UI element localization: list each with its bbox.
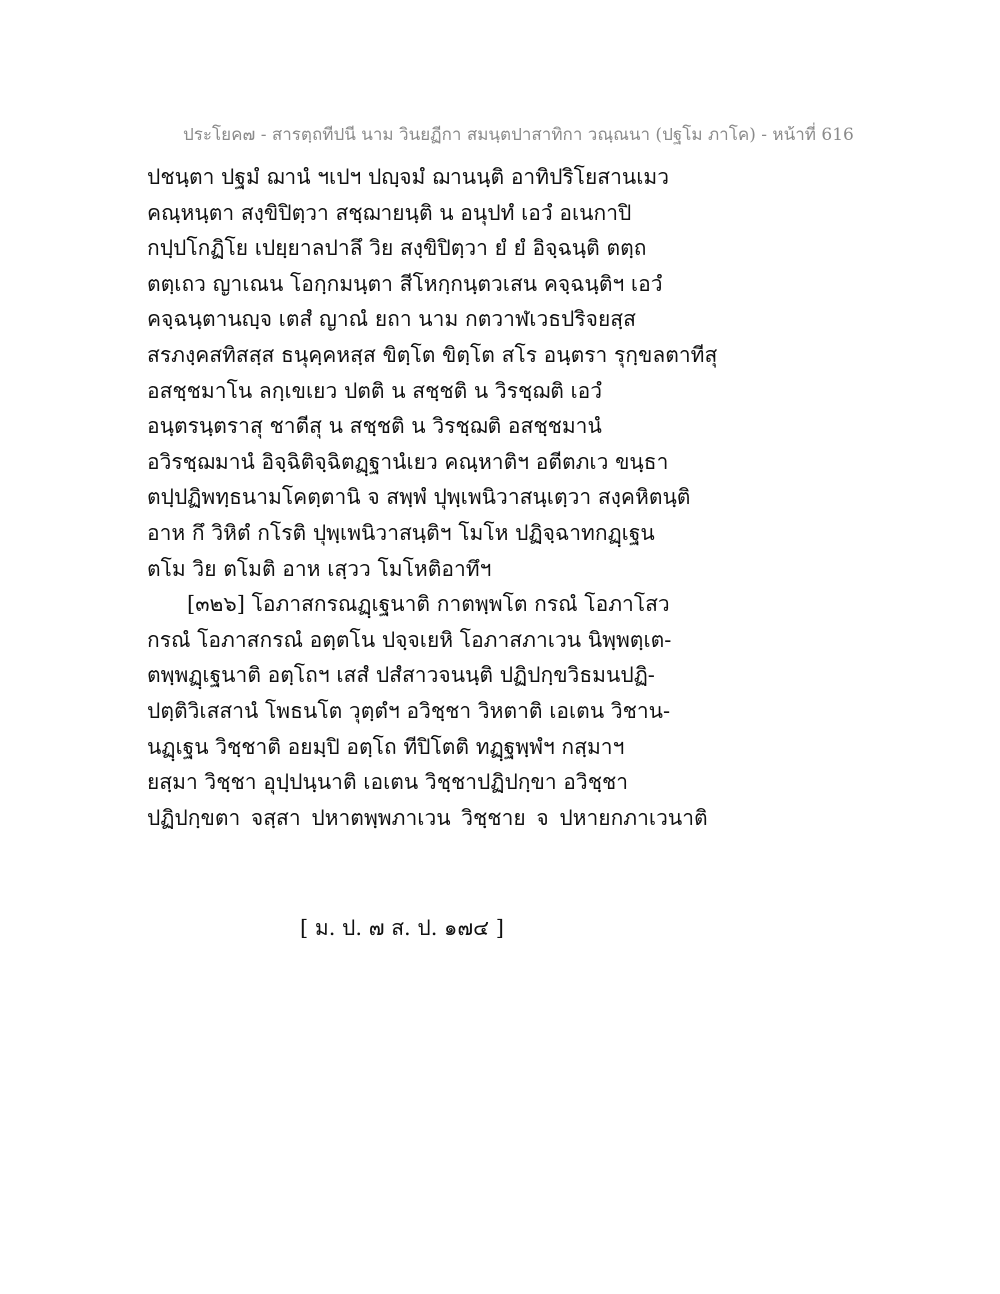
text-line: อาห กึ วิหิตํ กโรติ ปุพฺเพนิวาสนฺติฯ โมโห ปฏิจฺฉาทกฏฺเฐน [147, 520, 655, 545]
text-line: ตโม วิย ตโมติ อาห เสฺวว โมโหติอาทึฯ [147, 556, 492, 581]
text-line: ปฏิปกฺขตา จสฺสา ปหาตพฺพภาเวน วิชฺชาย จ ปหายกภาเวนาติ [147, 805, 708, 830]
page-header: ประโยค๗ - สารตฺถทีปนี นาม วินยฏีกา สมนฺตปาสาทิกา วณฺณนา (ปฐโม ภาโค) - หน้าที่ 616 [183, 125, 854, 145]
text-line: กรณํ โอภาสกรณํ อตฺตโน ปจฺจเยหิ โอภาสภาเวน นิพฺพตฺเต- [147, 627, 672, 652]
text-line: นฏฺเฐน วิชฺชาติ อยมฺปิ อตฺโถ ทีปิโตติ ทฏฺฐพฺพํฯ กสฺมาฯ [147, 734, 625, 759]
text-line: อวิรชฺฌมานํ อิจฺฉิติจฺฉิตฏฺฐานํเยว คณฺหาติฯ อตีตภเว ขนฺธา [147, 449, 669, 474]
paragraph-start-line: [๓๒๖] โอภาสกรณฏฺเฐนาติ กาตพฺพโต กรณํ โอภาโสว [187, 592, 670, 617]
text-line: กปฺปโกฏิโย เปยฺยาลปาลึ วิย สงฺขิปิตฺวา ยํ ยํ อิจฺฉนฺติ ตตฺถ [147, 236, 647, 261]
body-text [147, 160, 867, 836]
page-reference: [ ม. ป. ๗ ส. ป. ๑๗๔ ] [300, 916, 504, 940]
text-line: อนฺตรนฺตราสุ ชาตีสุ น สชฺชติ น วิรชฺฌติ อสชฺชมานํ [147, 414, 602, 439]
text-line: ตพฺพฏฺเฐนาติ อตฺโถฯ เสสํ ปสํสาวจนนฺติ ปฏิปกฺขวิธมนปฏิ- [147, 663, 655, 688]
text-line: ตปฺปฏิพทฺธนามโคตฺตานิ จ สพฺพํ ปุพฺเพนิวาสนฺเตฺวา สงฺคหิตนฺติ [147, 485, 691, 510]
text-line: ยสฺมา วิชฺชา อุปฺปนฺนาติ เอเตน วิชฺชาปฏิปกฺขา อวิชฺชา [147, 770, 629, 795]
text-line: ตตฺเถว ญาเณน โอกฺกมนฺตา สีโหกฺกนฺตวเสน คจฺฉนฺติฯ เอวํ [147, 271, 663, 296]
text-line: คณฺหนฺตา สงฺขิปิตฺวา สชฺฌายนฺติ น อนุปทํ เอวํ อเนกาปิ [147, 200, 632, 225]
text-line: คจฺฉนฺตานญฺจ เตสํ ญาณํ ยถา นาม กตวาฬเวธปริจยสฺส [147, 307, 636, 332]
text-line: ปชนฺตา ปฐมํ ฌานํ ฯเปฯ ปญฺจมํ ฌานนฺติ อาทิปริโยสานเมว [147, 165, 670, 189]
text-line: สรภงฺคสทิสสฺส ธนุคฺคหสฺส ขิตฺโต ขิตฺโต สโร อนฺตรา รุกฺขลตาทีสุ [147, 342, 718, 367]
text-line: อสชฺชมาโน ลกฺเขเยว ปตติ น สชฺชติ น วิรชฺฌติ เอวํ [147, 378, 603, 403]
text-line: ปตฺติวิเสสานํ โพธนโต วุตฺตํฯ อวิชฺชา วิหตาติ เอเตน วิชาน- [147, 698, 671, 723]
